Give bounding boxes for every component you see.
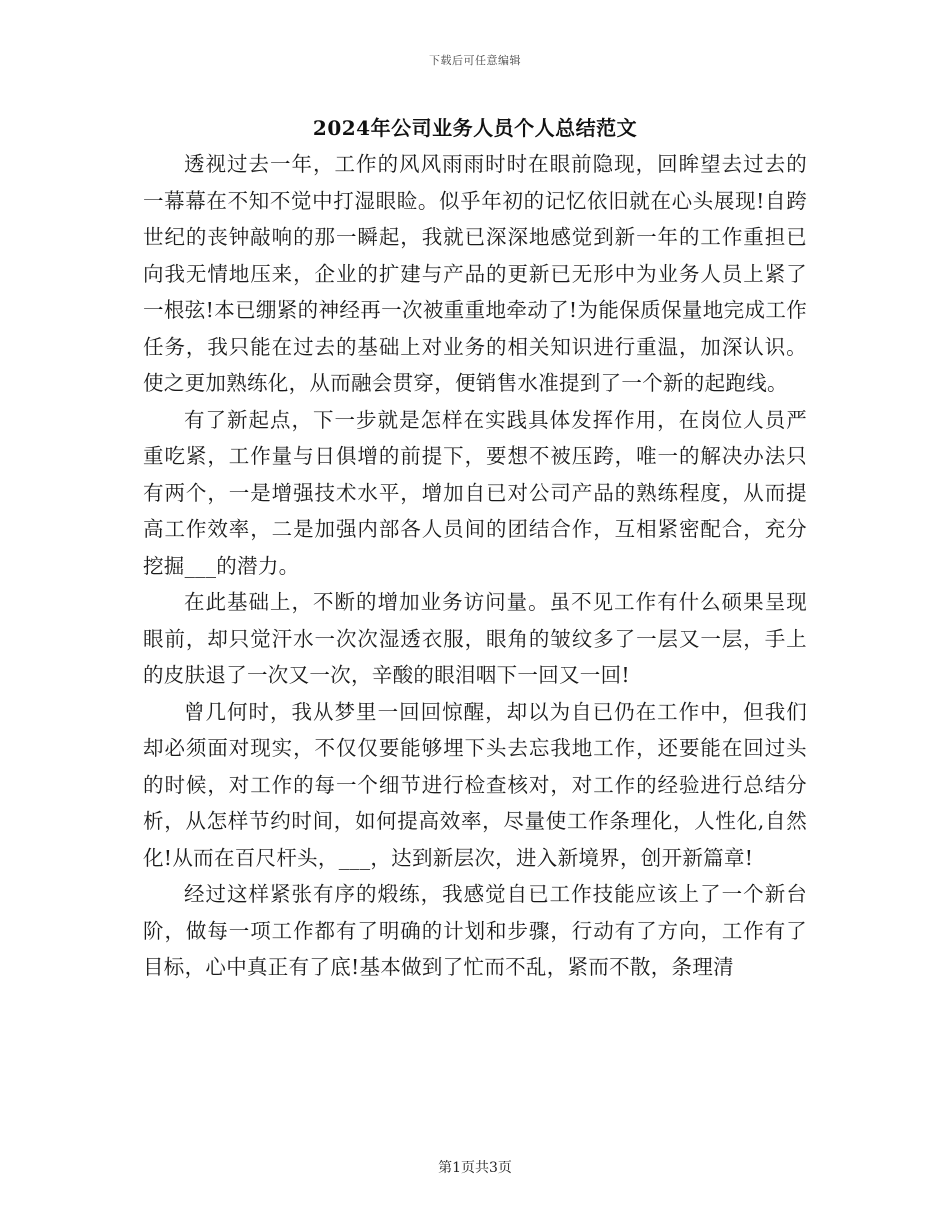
page-header-note: 下载后可任意编辑 bbox=[429, 54, 521, 67]
paragraph-2: 有了新起点，下一步就是怎样在实践具体发挥作用，在岗位人员严重吃紧，工作量与日俱增的前提下，要想不被压跨，唯一的解决办法只有两个，一是增强技术水平，增加自已对公司产品的熟练程度，从而提高工作效率，二是加强内部各人员间的团结合作，互相紧密配合，充分挖掘___的潜力。 bbox=[143, 407, 807, 578]
paragraph-3: 在此基础上，不断的增加业务访问量。虽不见工作有什么硕果呈现眼前，却只觉汗水一次次湿透衣服，眼角的皱纹多了一层又一层，手上的皮肤退了一次又一次，辛酸的眼泪咽下一回又一回! bbox=[143, 590, 807, 687]
paragraph-4: 曾几何时，我从梦里一回回惊醒，却以为自已仍在工作中，但我们却必须面对现实，不仅仅要能够埋下头去忘我地工作，还要能在回过头的时候，对工作的每一个细节进行检查核对，对工作的经验进行总结分析，从怎样节约时间，如何提高效率，尽量使工作条理化，人性化,自然化!从而在百尺杆头，___，达到新层次，进入新境界，创开新篇章! bbox=[143, 699, 807, 870]
paragraph-5: 经过这样紧张有序的煅练，我感觉自已工作技能应该上了一个新台阶，做每一项工作都有了明确的计划和步骤，行动有了方向，工作有了目标，心中真正有了底!基本做到了忙而不乱，紧而不散，条理清 bbox=[143, 882, 807, 979]
document-body bbox=[143, 146, 807, 986]
document-title: 2024年公司业务人员个人总结范文 bbox=[312, 116, 638, 140]
page-footer-number: 第1页共3页 bbox=[438, 1160, 512, 1176]
paragraph-1: 透视过去一年，工作的风风雨雨时时在眼前隐现，回眸望去过去的一幕幕在不知不觉中打湿眼睑。似乎年初的记忆依旧就在心头展现!自跨世纪的丧钟敲响的那一瞬起，我就已深深地感觉到新一年的工作重担已向我无情地压来，企业的扩建与产品的更新已无形中为业务人员上紧了一根弦!本已绷紧的神经再一次被重重地牵动了!为能保质保量地完成工作任务，我只能在过去的基础上对业务的相关知识进行重温，加深认识。使之更加熟练化，从而融会贯穿，便销售水准提到了一个新的起跑线。 bbox=[143, 152, 807, 395]
